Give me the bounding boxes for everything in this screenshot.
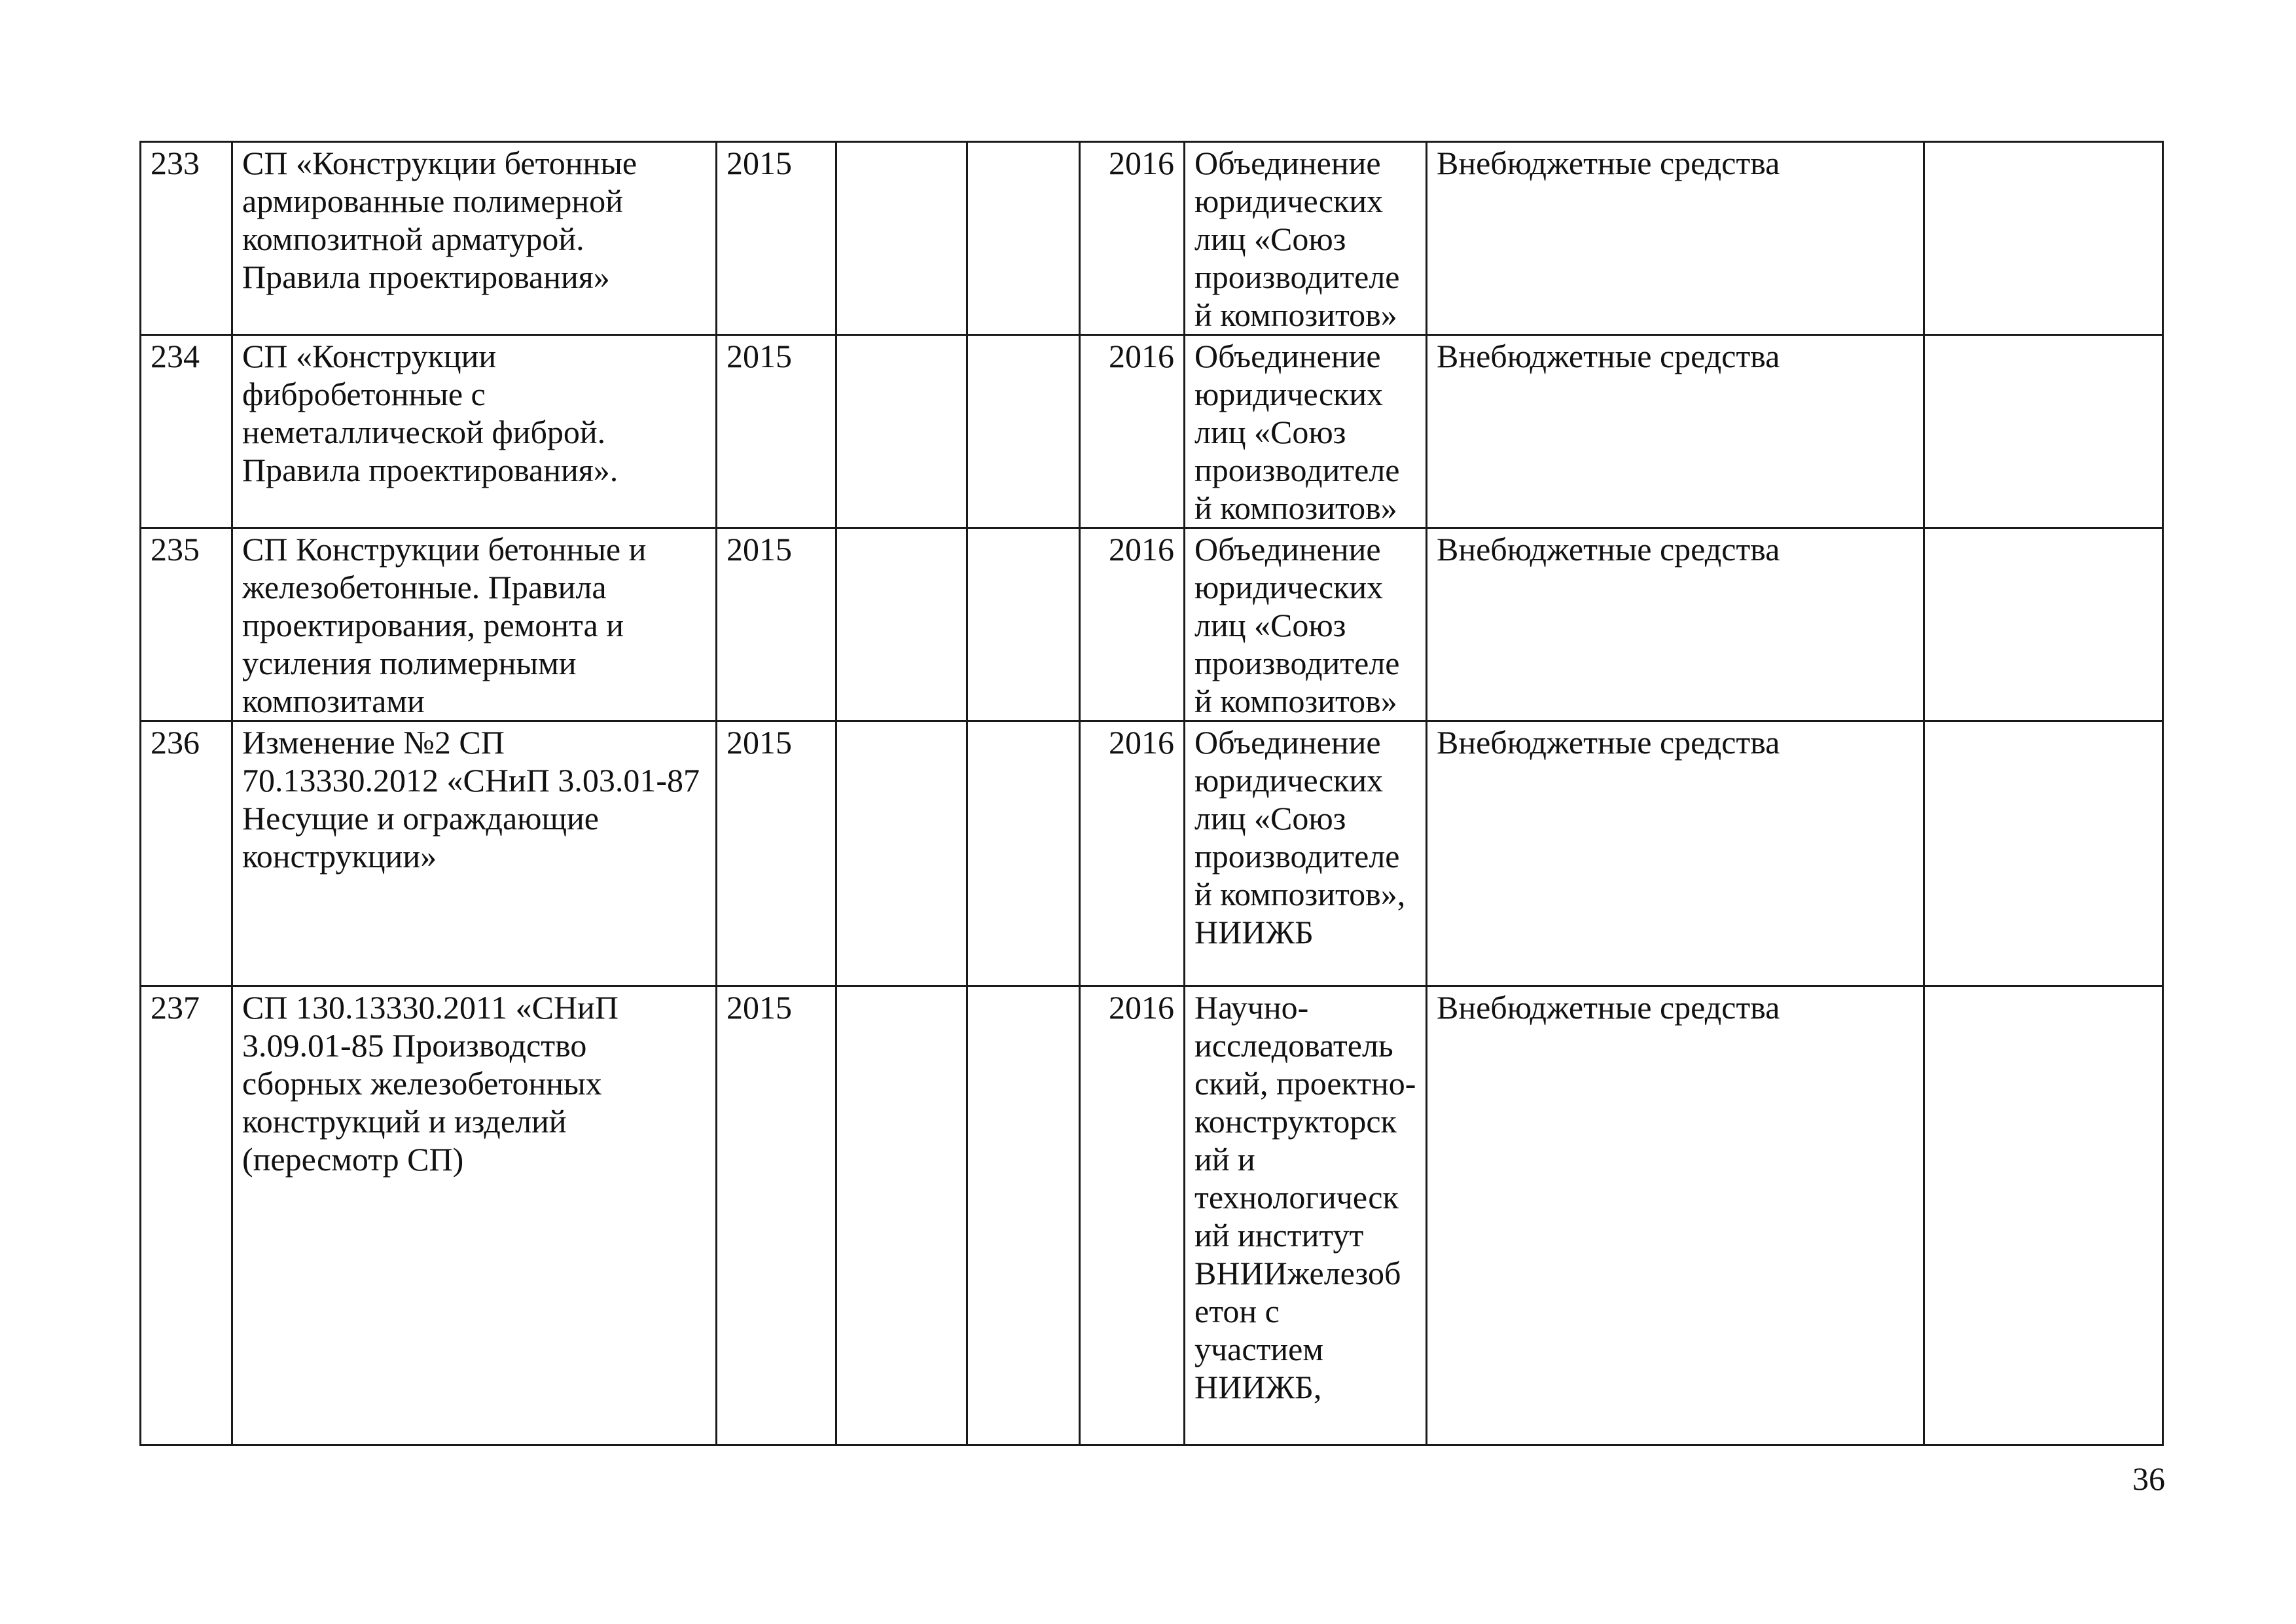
empty-cell <box>967 528 1080 721</box>
empty-cell <box>836 142 967 335</box>
funding-source: Внебюджетные средства <box>1427 986 1924 1445</box>
funding-source: Внебюджетные средства <box>1427 528 1924 721</box>
document-title: СП «Конструкции бетонные армированные полимерной композитной арматурой. Правила проектирования» <box>232 142 717 335</box>
empty-cell <box>836 335 967 528</box>
note-cell <box>1924 335 2163 528</box>
empty-cell <box>967 142 1080 335</box>
empty-cell <box>967 721 1080 986</box>
developer: Объединение юридических лиц «Союз производителе й композитов» <box>1185 142 1427 335</box>
end-year: 2016 <box>1080 721 1185 986</box>
end-year: 2016 <box>1080 335 1185 528</box>
start-year: 2015 <box>717 721 836 986</box>
funding-source: Внебюджетные средства <box>1427 721 1924 986</box>
empty-cell <box>967 335 1080 528</box>
start-year: 2015 <box>717 335 836 528</box>
row-number: 234 <box>141 335 232 528</box>
table-row <box>141 142 2163 335</box>
document-title: СП «Конструкции фибробетонные с неметаллической фиброй. Правила проектирования». <box>232 335 717 528</box>
end-year: 2016 <box>1080 986 1185 1445</box>
document-title: СП 130.13330.2011 «СНиП 3.09.01-85 Производство сборных железобетонных конструкций и изделий (пересмотр СП) <box>232 986 717 1445</box>
table-row <box>141 335 2163 528</box>
page-number: 36 <box>2132 1460 2165 1497</box>
row-number: 236 <box>141 721 232 986</box>
empty-cell <box>836 721 967 986</box>
end-year: 2016 <box>1080 528 1185 721</box>
developer: Научно-исследователь ский, проектно-конструкторск ий и технологическ ий институт ВНИИжелезоб етон с участием НИИЖБ, <box>1185 986 1427 1445</box>
empty-cell <box>836 986 967 1445</box>
note-cell <box>1924 528 2163 721</box>
document-title: СП Конструкции бетонные и железобетонные. Правила проектирования, ремонта и усиления полимерными композитами <box>232 528 717 721</box>
developer: Объединение юридических лиц «Союз производителе й композитов» <box>1185 528 1427 721</box>
end-year: 2016 <box>1080 142 1185 335</box>
developer: Объединение юридических лиц «Союз производителе й композитов», НИИЖБ <box>1185 721 1427 986</box>
empty-cell <box>967 986 1080 1445</box>
row-number: 235 <box>141 528 232 721</box>
table-row <box>141 721 2163 986</box>
note-cell <box>1924 142 2163 335</box>
table-row <box>141 528 2163 721</box>
funding-source: Внебюджетные средства <box>1427 142 1924 335</box>
developer: Объединение юридических лиц «Союз производителе й композитов» <box>1185 335 1427 528</box>
row-number: 233 <box>141 142 232 335</box>
funding-source: Внебюджетные средства <box>1427 335 1924 528</box>
standards-plan-table <box>139 141 2164 1446</box>
note-cell <box>1924 986 2163 1445</box>
note-cell <box>1924 721 2163 986</box>
row-number: 237 <box>141 986 232 1445</box>
start-year: 2015 <box>717 142 836 335</box>
start-year: 2015 <box>717 986 836 1445</box>
document-title: Изменение №2 СП 70.13330.2012 «СНиП 3.03.01-87 Несущие и ограждающие конструкции» <box>232 721 717 986</box>
table-row <box>141 986 2163 1445</box>
empty-cell <box>836 528 967 721</box>
start-year: 2015 <box>717 528 836 721</box>
